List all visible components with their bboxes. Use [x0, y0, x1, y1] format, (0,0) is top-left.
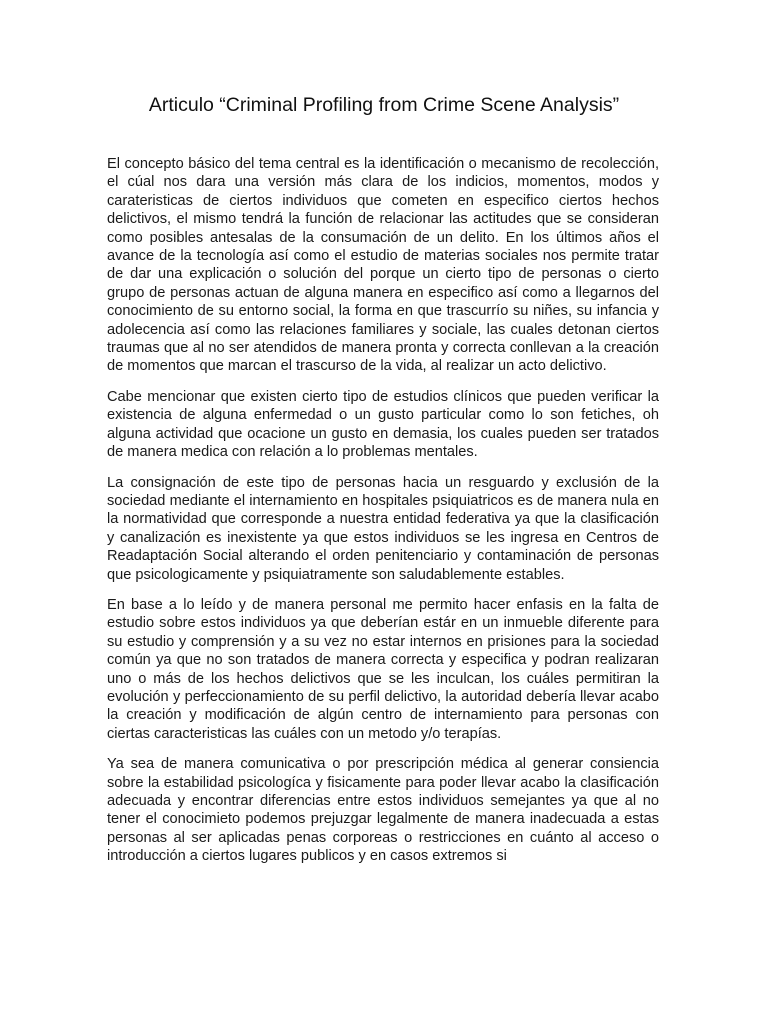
paragraph-5: Ya sea de manera comunicativa o por prescripción médica al generar consiencia sobre la estabilidad psicologíca y fisicamente para poder llevar acabo la clasificación adecuada y encontrar diferencias entre estos individuos semejantes ya que al no tener el conocimieto podemos prejuzgar legalmente de manera inadecuada a estas personas al ser aplicadas penas corporeas o restricciones en cuánto al acceso o introducción a ciertos lugares publicos y en casos extremos si — [107, 756, 659, 865]
paragraph-3: La consignación de este tipo de personas hacia un resguardo y exclusión de la sociedad mediante el internamiento en hospitales psiquiatricos es de manera nula en la normatividad que corresponde a nuestra entidad federativa ya que la clasificación y canalización es inexistente ya que estos individuos se les ingresa en Centros de Readaptación Social alterando el orden penitenciario y contaminación de personas que psicologicamente y psiquiatramente son saludablemente estables. — [107, 474, 659, 583]
paragraph-4: En base a lo leído y de manera personal me permito hacer enfasis en la falta de estudio sobre estos individuos ya que deberían estár en un inmueble diferente para su estudio y comprensión y a su vez no estar internos en prisiones para la sociedad común ya que no son tratados de manera correcta y especifica y podran realizaran uno o más de los hechos delictivos que se les inculcan, los cuáles permitiran la evolución y perfeccionamiento de su perfil delictivo, la autoridad debería llevar acabo la creación y modificación de algún centro de internamiento para personas con ciertas caracteristicas las cuáles con un metodo y/o terapías. — [107, 596, 659, 742]
paragraph-2: Cabe mencionar que existen cierto tipo de estudios clínicos que pueden verificar la existencia de alguna enfermedad o un gusto particular como lo son fetiches, oh alguna actividad que ocacione un gusto en demasia, los cuales pueden ser tratados de manera medica con relación a lo problemas mentales. — [107, 388, 659, 461]
document-title: Articulo “Criminal Profiling from Crime Scene Analysis” — [148, 94, 620, 116]
paragraph-1: El concepto básico del tema central es la identificación o mecanismo de recolección, el cúal nos dara una versión más clara de los indicios, momentos, modos y carateristicas de ciertos individuos que cometen en especifico ciertos hechos delictivos, el mismo tendrá la función de relacionar las actitudes que se consideran como posibles antesalas de la consumación de un delito. En los últimos años el avance de la tecnología así como el estudio de materias sociales nos permite tratar de dar una explicación o solución del porque un cierto tipo de personas o cierto grupo de personas actuan de alguna manera en especifico así como a llegarnos del conocimiento de su entorno social, la forma en que trascurrío su niñes, su infancia y adolecencia así como las relaciones familiares y sociale, las cuales detonan ciertos traumas que al no ser atendidos de manera pronta y correcta conllevan a la creación de momentos que marcan el trascurso de la vida, al realizar un acto delictivo. — [107, 156, 659, 375]
document-body — [107, 155, 659, 866]
